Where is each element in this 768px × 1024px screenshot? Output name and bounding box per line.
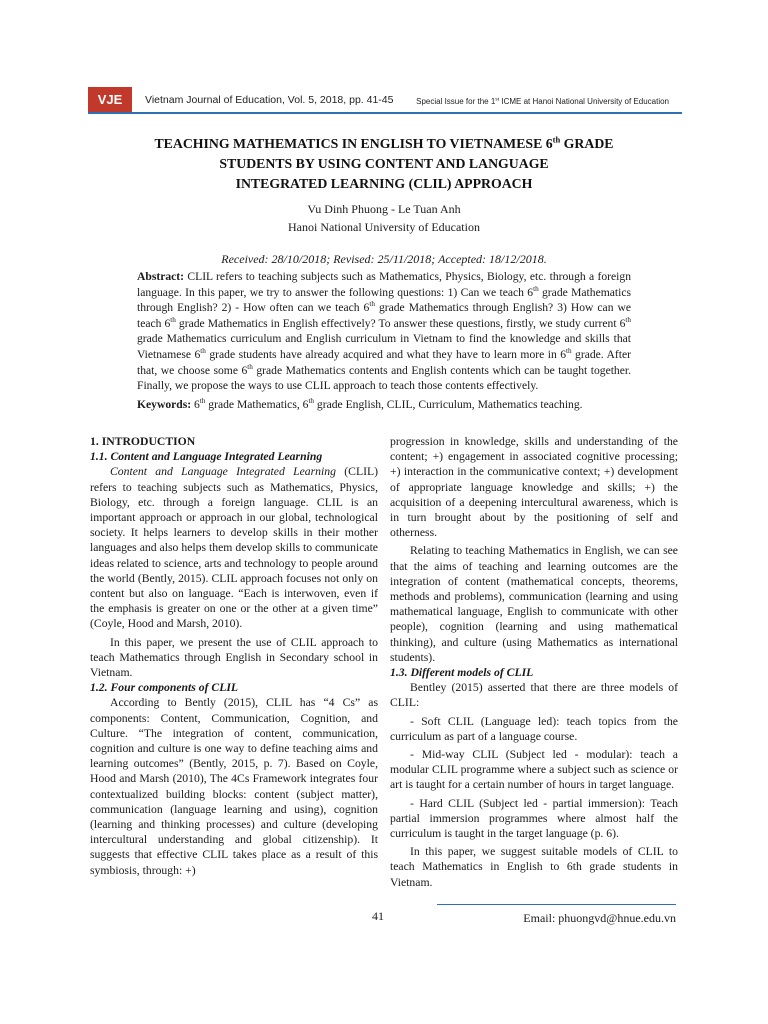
journal-citation: Vietnam Journal of Education, Vol. 5, 2018, pp. 41-45	[145, 94, 394, 106]
page-number: 41	[372, 909, 384, 923]
paragraph: In this paper, we present the use of CLIL approach to teach Mathematics through English in Secondary school in Vietnam.	[90, 635, 378, 680]
paragraph: Bentley (2015) asserted that there are three models of CLIL:	[390, 681, 678, 710]
paragraph: According to Bently (2015), CLIL has “4 Cs” as components: Content, Communication, Cognition, and Culture. “The integration of content, communication, cognition and culture is one way to define teaching aims and learning outcomes” (Bently, 2015, p. 7). Based on Coyle, Hood and Marsh (2010), The 4Cs Framework integrates four contextualized building blocks: content (subject matter), communication (language learning and using), cognition (learning and thinking processes) and culture (developing intercultural understanding and global citizenship). It suggests that effective CLIL takes place as a result of this symbiosis, through: +)	[90, 696, 378, 877]
list-item: - Mid-way CLIL (Subject led - modular): teach a modular CLIL programme where a subject such as science or art is taught for a certain number of hours in target language.	[390, 748, 678, 792]
paragraph: Content and Language Integrated Learning (CLIL) refers to teaching subjects such as Mathematics, Physics, Biology, etc. through a foreign language. CLIL is an important approach or approach in our global, technological society. It helps learners to develop skills in their mother languages and also helps them develop skills to communicate ideas related to science, arts and technology to people around the world (Bently, 2015). CLIL approach focuses not only on content but also on language. “Each is interwoven, even if the emphasis is greater on one or the other at a given time” (Coyle, Hood and Marsh, 2010).	[90, 465, 378, 631]
author-email: Email: phuongvd@hnue.edu.vn	[523, 911, 676, 925]
abstract-text: Abstract: CLIL refers to teaching subjects such as Mathematics, Physics, Biology, etc. through a foreign language. In this paper, we try to answer the following questions: 1) Can we teach 6th grade Mathematics through English? 2) - How often can we teach 6th grade Mathematics through English? 3) How can we teach 6th grade Mathematics in English effectively? To answer these questions, firstly, we study current 6th grade Mathematics curriculum and English curriculum in Vietnam to find the knowledge and skills that Vietnamese 6th grade students have already acquired and what they have to learn more in 6th grade. After that, we choose some 6th grade Mathematics contents and English contents which can be taught together. Finally, we propose the ways to use CLIL approach to teach those contents effectively.	[137, 270, 632, 393]
section-heading-introduction: 1. INTRODUCTION	[90, 435, 196, 448]
subsection-heading-clil: 1.1. Content and Language Integrated Learning	[90, 450, 323, 464]
subsection-heading-components: 1.2. Four components of CLIL	[90, 681, 239, 695]
submission-dates: Received: 28/10/2018; Revised: 25/11/2018; Accepted: 18/12/2018.	[221, 252, 547, 266]
journal-badge: VJE	[88, 87, 132, 112]
author-affiliation: Hanoi National University of Education	[288, 220, 480, 234]
right-column	[390, 434, 678, 890]
header-divider	[88, 112, 682, 114]
paper-authors: Vu Dinh Phuong - Le Tuan Anh	[307, 202, 461, 216]
abstract-block	[137, 269, 631, 412]
footer-divider	[437, 904, 676, 905]
paragraph: progression in knowledge, skills and understanding of the content; +) engagement in associated cognitive processing; +) interaction in the communicative context; +) development of appropriate language knowledge and skills; +) the acquisition of a deepening intercultural awareness, which is in turn brought about by the positioning of self and otherness.	[390, 435, 678, 540]
left-column	[90, 434, 378, 878]
special-issue-note: Special Issue for the 1st ICME at Hanoi National University of Education	[416, 97, 669, 106]
subsection-heading-models: 1.3. Different models of CLIL	[390, 666, 534, 680]
list-item: - Hard CLIL (Subject led - partial immersion): Teach partial immersion programmes where almost half the curriculum is taught in the target language (p. 6).	[390, 796, 678, 841]
paper-title: TEACHING MATHEMATICS IN ENGLISH TO VIETNAMESE 6th GRADE STUDENTS BY USING CONTENT AND LANGUAGE INTEGRATED LEARNING (CLIL) APPROACH	[154, 134, 614, 191]
paragraph: In this paper, we suggest suitable models of CLIL to teach Mathematics in English to 6th grade students in Vietnam.	[390, 845, 678, 889]
list-item: - Soft CLIL (Language led): teach topics from the curriculum as part of a language course.	[390, 714, 678, 743]
paragraph: Relating to teaching Mathematics in English, we can see that the aims of teaching and learning outcomes are the integration of content (mathematical concepts, theorems, methods and problems), communication (learning and using mathematical language, English to communicate with other people), cognition (learning and using mathematical thinking), and culture (using Mathematics as international students).	[390, 544, 678, 664]
keywords: Keywords: 6th grade Mathematics, 6th grade English, CLIL, Curriculum, Mathematics teaching.	[137, 396, 583, 411]
